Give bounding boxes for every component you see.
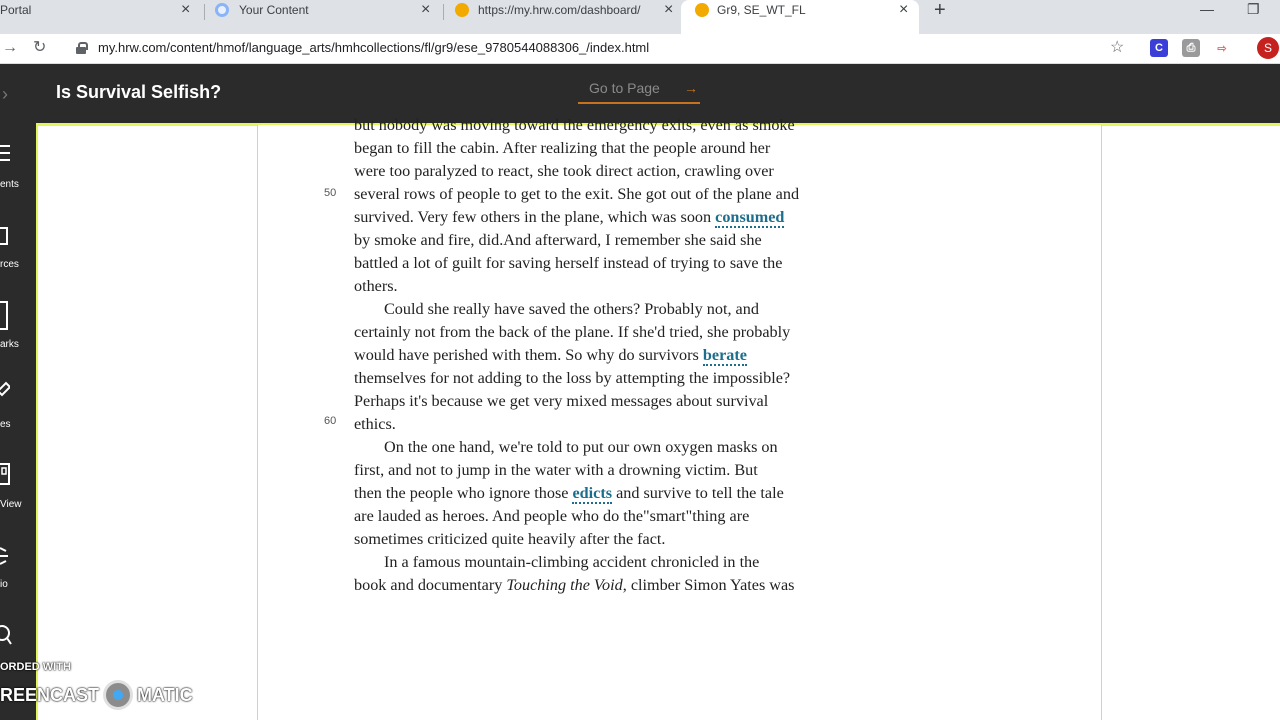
resources-icon bbox=[0, 227, 10, 247]
reload-icon[interactable]: ↻ bbox=[33, 39, 47, 56]
close-icon[interactable]: × bbox=[899, 1, 909, 18]
ring-icon bbox=[215, 3, 229, 17]
sidebar-item-audio[interactable] bbox=[0, 545, 36, 595]
star-icon[interactable]: ☆ bbox=[1110, 39, 1125, 56]
book-title: Touching the Void bbox=[506, 576, 623, 594]
go-to-page-input[interactable] bbox=[578, 80, 700, 104]
restore-icon[interactable]: ❐ bbox=[1247, 1, 1260, 17]
tab-title: Portal bbox=[0, 3, 32, 17]
tab-divider bbox=[443, 4, 444, 20]
text-line: were too paralyzed to react, she took direct action, crawling over bbox=[354, 162, 774, 180]
text-line: battled a lot of guilt for saving herself instead of trying to save the bbox=[354, 254, 783, 272]
sidebar-item-notes[interactable] bbox=[0, 381, 36, 431]
extension-c-icon[interactable]: C bbox=[1150, 39, 1168, 57]
sidebar-item-label: io bbox=[0, 579, 8, 590]
hrw-icon bbox=[695, 3, 709, 17]
screencast-extension-icon[interactable]: ⇨ bbox=[1213, 39, 1231, 57]
text-line: In a famous mountain-climbing accident chronicled in the bbox=[384, 553, 760, 571]
line-number-50: 50 bbox=[324, 187, 337, 199]
page-view-icon bbox=[0, 463, 12, 485]
hrw-icon bbox=[455, 3, 469, 17]
text-segment: book and documentary bbox=[354, 576, 507, 594]
close-icon[interactable]: × bbox=[664, 1, 674, 18]
text-line: On the one hand, we're told to put our own oxygen masks on bbox=[384, 438, 778, 456]
tab-divider bbox=[204, 4, 205, 20]
text-segment: , climber Simon Yates was bbox=[622, 576, 795, 594]
sidebar-item-resources[interactable] bbox=[0, 227, 36, 277]
close-icon[interactable]: × bbox=[181, 1, 191, 18]
search-icon bbox=[0, 623, 12, 649]
tab-title: https://my.hrw.com/dashboard/ bbox=[478, 3, 641, 17]
list-icon bbox=[0, 143, 12, 163]
tab-gr9-se-wt-fl[interactable] bbox=[695, 0, 919, 20]
tab-title: Gr9, SE_WT_FL bbox=[717, 3, 806, 17]
text-segment: and survive to tell the tale bbox=[612, 484, 784, 502]
text-segment: survived. Very few others in the plane, which was soon bbox=[354, 208, 716, 226]
text-line bbox=[354, 344, 894, 367]
text-line: Perhaps it's because we get very mixed messages about survival bbox=[354, 392, 769, 410]
text-line: sometimes criticized quite heavily after the fact. bbox=[354, 530, 666, 548]
pdf-extension-icon[interactable]: ⎙ bbox=[1182, 39, 1200, 57]
text-line: began to fill the cabin. After realizing that the people around her bbox=[354, 139, 771, 157]
notes-icon bbox=[0, 381, 10, 401]
bookmark-icon bbox=[0, 301, 10, 331]
text-line: Could she really have saved the others? Probably not, and bbox=[384, 300, 759, 318]
tab-portal[interactable] bbox=[0, 0, 200, 20]
reading-text bbox=[354, 114, 894, 597]
new-tab-button[interactable]: + bbox=[934, 0, 946, 21]
text-line: others. bbox=[354, 277, 398, 295]
text-line: by smoke and fire, did.And afterward, I remember she said she bbox=[354, 231, 762, 249]
sidebar-item-label: ents bbox=[0, 179, 19, 190]
minimize-icon[interactable]: — bbox=[1200, 1, 1214, 17]
chevron-right-icon[interactable]: › bbox=[2, 84, 8, 104]
page-title: Is Survival Selfish? bbox=[56, 82, 222, 102]
sidebar-item-contents[interactable] bbox=[0, 143, 36, 193]
vocab-word-edicts[interactable]: edicts bbox=[572, 484, 613, 502]
sidebar-item-label: rces bbox=[0, 259, 19, 270]
tab-your-content[interactable] bbox=[215, 0, 445, 20]
close-icon[interactable]: × bbox=[421, 1, 431, 18]
audio-icon bbox=[0, 545, 12, 567]
text-line: certainly not from the back of the plane. If she'd tried, she probably bbox=[354, 323, 791, 341]
text-segment: would have perished with them. So why do survivors bbox=[354, 346, 703, 364]
text-line: are lauded as heroes. And people who do the"smart"thing are bbox=[354, 507, 750, 525]
text-segment: then the people who ignore those bbox=[354, 484, 573, 502]
vocab-word-berate[interactable]: berate bbox=[702, 346, 747, 364]
sidebar-item-label: View bbox=[0, 499, 22, 510]
forward-icon[interactable]: → bbox=[2, 39, 18, 56]
watermark-text: REENCAST bbox=[0, 684, 100, 705]
text-line bbox=[354, 206, 894, 229]
avatar[interactable]: S bbox=[1257, 37, 1279, 59]
sidebar-item-bookmarks[interactable] bbox=[0, 301, 36, 351]
lock-icon[interactable] bbox=[76, 42, 86, 54]
watermark-screencast-logo bbox=[0, 680, 193, 710]
watermark-text: MATIC bbox=[137, 684, 193, 705]
text-line bbox=[354, 574, 894, 597]
text-line: themselves for not adding to the loss by attempting the impossible? bbox=[354, 369, 791, 387]
address-bar[interactable]: my.hrw.com/content/hmof/language_arts/hmhcollections/fl/gr9/ese_9780544088306_/index.html bbox=[98, 40, 650, 55]
text-line: but nobody was moving toward the emergency exits, even as smoke bbox=[354, 116, 795, 134]
sidebar-item-label: arks bbox=[0, 339, 19, 350]
tab-hrw-dashboard[interactable] bbox=[455, 0, 680, 20]
sidebar-item-label: es bbox=[0, 419, 11, 430]
browser-tab-strip bbox=[0, 0, 1280, 34]
watermark-recorded-with: ORDED WITH bbox=[0, 661, 71, 673]
text-line: several rows of people to get to the exit. She got out of the plane and bbox=[354, 185, 800, 203]
tab-title: Your Content bbox=[239, 3, 309, 17]
go-to-page-placeholder: Go to Page bbox=[589, 80, 660, 96]
sidebar-item-page-view[interactable] bbox=[0, 463, 36, 513]
browser-toolbar bbox=[0, 34, 1280, 64]
line-number-60: 60 bbox=[324, 415, 337, 427]
arrow-right-icon[interactable]: → bbox=[684, 80, 698, 96]
record-icon bbox=[103, 680, 133, 710]
text-line: ethics. bbox=[354, 415, 396, 433]
left-sidebar bbox=[0, 123, 36, 720]
vocab-word-consumed[interactable]: consumed bbox=[715, 208, 785, 226]
text-line: first, and not to jump in the water with a drowning victim. But bbox=[354, 461, 758, 479]
text-line bbox=[354, 482, 894, 505]
